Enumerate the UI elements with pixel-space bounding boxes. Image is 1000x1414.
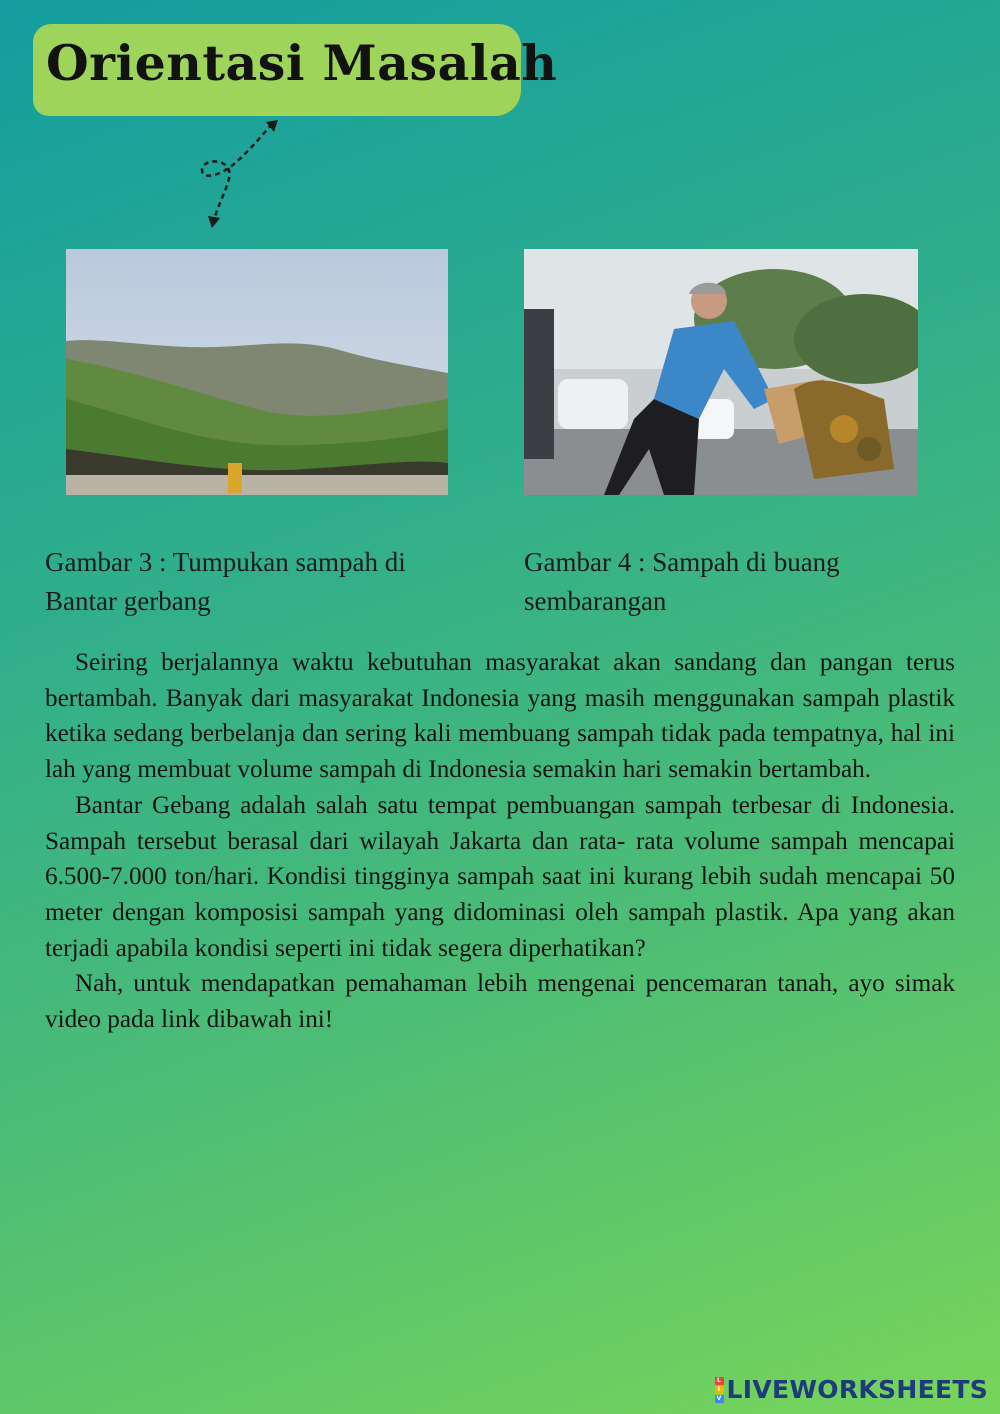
liveworksheets-logo (715, 1375, 988, 1404)
figure-3-caption: Gambar 3 : Tumpukan sampah di Bantar gerbang (45, 547, 406, 616)
dumping-trash-photo (524, 249, 918, 495)
brand-name: LIVEWORKSHEETS (726, 1375, 988, 1404)
page-title: Orientasi Masalah (46, 34, 558, 92)
logo-blocks-icon: L I V (715, 1377, 724, 1403)
paragraph-2: Bantar Gebang adalah salah satu tempat pembuangan sampah terbesar di Indonesia. Sampah tersebut berasal dari wilayah Jakarta dan rata- rata volume sampah mencapai 6.500-7.000 ton/hari. Kondisi tingginya sampah saat ini kurang lebih sudah mencapai 50 meter dengan komposisi sampah yang didominasi oleh sampah plastik. Apa yang akan terjadi apabila kondisi seperti ini tidak segera diperhatikan? (45, 791, 955, 962)
curly-arrow-icon (190, 118, 290, 233)
paragraph-1: Seiring berjalannya waktu kebutuhan masyarakat akan sandang dan pangan terus bertambah. Banyak dari masyarakat Indonesia yang masih menggunakan sampah plastik ketika sedang berbelanja dan sering kali membuang sampah tidak pada tempatnya, hal ini lah yang membuat volume sampah di Indonesia semakin hari semakin bertambah. (45, 649, 955, 784)
paragraph-3: Nah, untuk mendapatkan pemahaman lebih mengenai pencemaran tanah, ayo simak video pada link dibawah ini! (45, 970, 955, 1034)
landfill-photo (66, 249, 448, 495)
problem-description (45, 645, 955, 1038)
figure-4-caption: Gambar 4 : Sampah di buang sembarangan (524, 547, 840, 616)
